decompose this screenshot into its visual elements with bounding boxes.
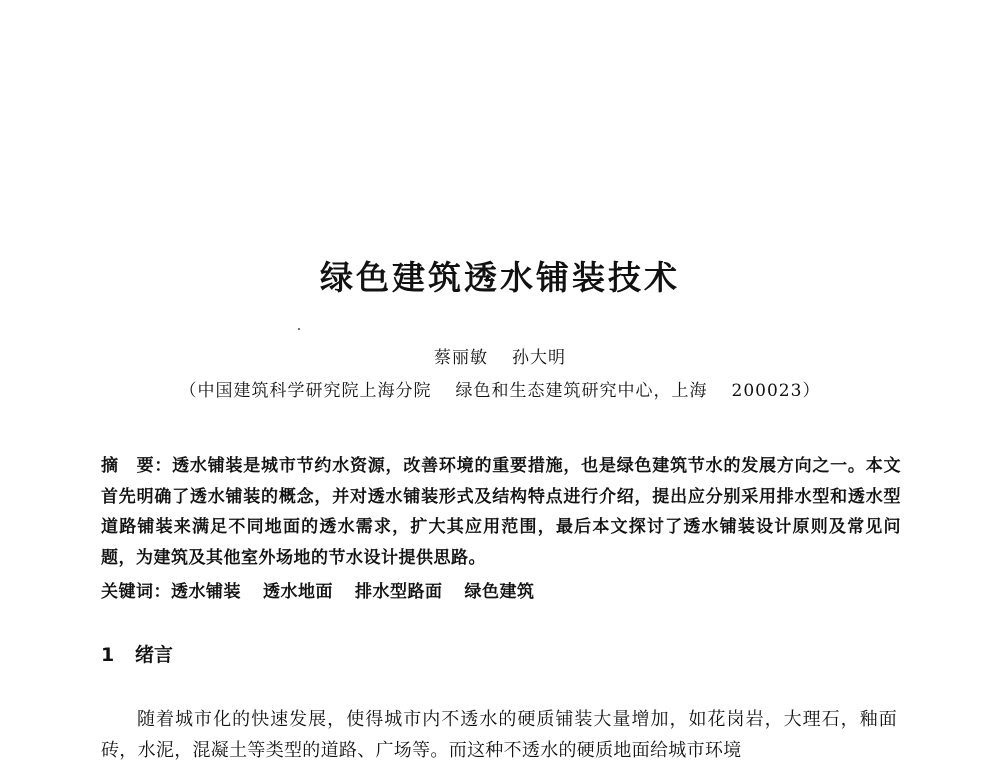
scan-speck bbox=[298, 328, 300, 330]
body-paragraph: 随着城市化的快速发展，使得城市内不透水的硬质铺装大量增加，如花岗岩，大理石，釉面砖，水泥，混凝土等类型的道路、广场等。而这种不透水的硬质地面给城市环境 bbox=[101, 709, 897, 761]
keywords-label: 关键词： bbox=[101, 582, 171, 602]
keyword: 透水地面 bbox=[263, 582, 333, 602]
section-title: 绪言 bbox=[135, 644, 174, 666]
author-name: 孙大明 bbox=[512, 348, 566, 368]
author-name: 蔡丽敏 bbox=[434, 348, 488, 368]
keyword: 绿色建筑 bbox=[464, 582, 535, 602]
keyword: 排水型路面 bbox=[355, 582, 443, 602]
abstract bbox=[101, 451, 901, 573]
abstract-label: 摘 要： bbox=[101, 456, 173, 476]
affiliation-postcode: 200023 bbox=[731, 381, 803, 401]
affiliation-open-paren: （ bbox=[179, 381, 198, 401]
affiliation-close-paren: ） bbox=[802, 381, 821, 401]
section-heading bbox=[101, 640, 173, 667]
keywords bbox=[101, 577, 901, 602]
affiliation-department: 绿色和生态建筑研究中心，上海 bbox=[455, 381, 708, 401]
affiliation-institution: 中国建筑科学研究院上海分院 bbox=[197, 381, 432, 401]
author-line bbox=[0, 343, 1000, 368]
paper-title: 绿色建筑透水铺装技术 bbox=[320, 258, 680, 297]
section-number: 1 bbox=[101, 644, 115, 666]
abstract-text: 透水铺装是城市节约水资源，改善环境的重要措施，也是绿色建筑节水的发展方向之一。本文首先明确了透水铺装的概念，并对透水铺装形式及结构特点进行介绍，提出应分别采用排水型和透水型道路铺装来满足不同地面的透水需求，扩大其应用范围，最后本文探讨了透水铺装设计原则及常见问题，为建筑及其他室外场地的节水设计提供思路。 bbox=[101, 456, 902, 568]
keyword: 透水铺装 bbox=[171, 582, 241, 602]
affiliation-line bbox=[0, 376, 1000, 401]
